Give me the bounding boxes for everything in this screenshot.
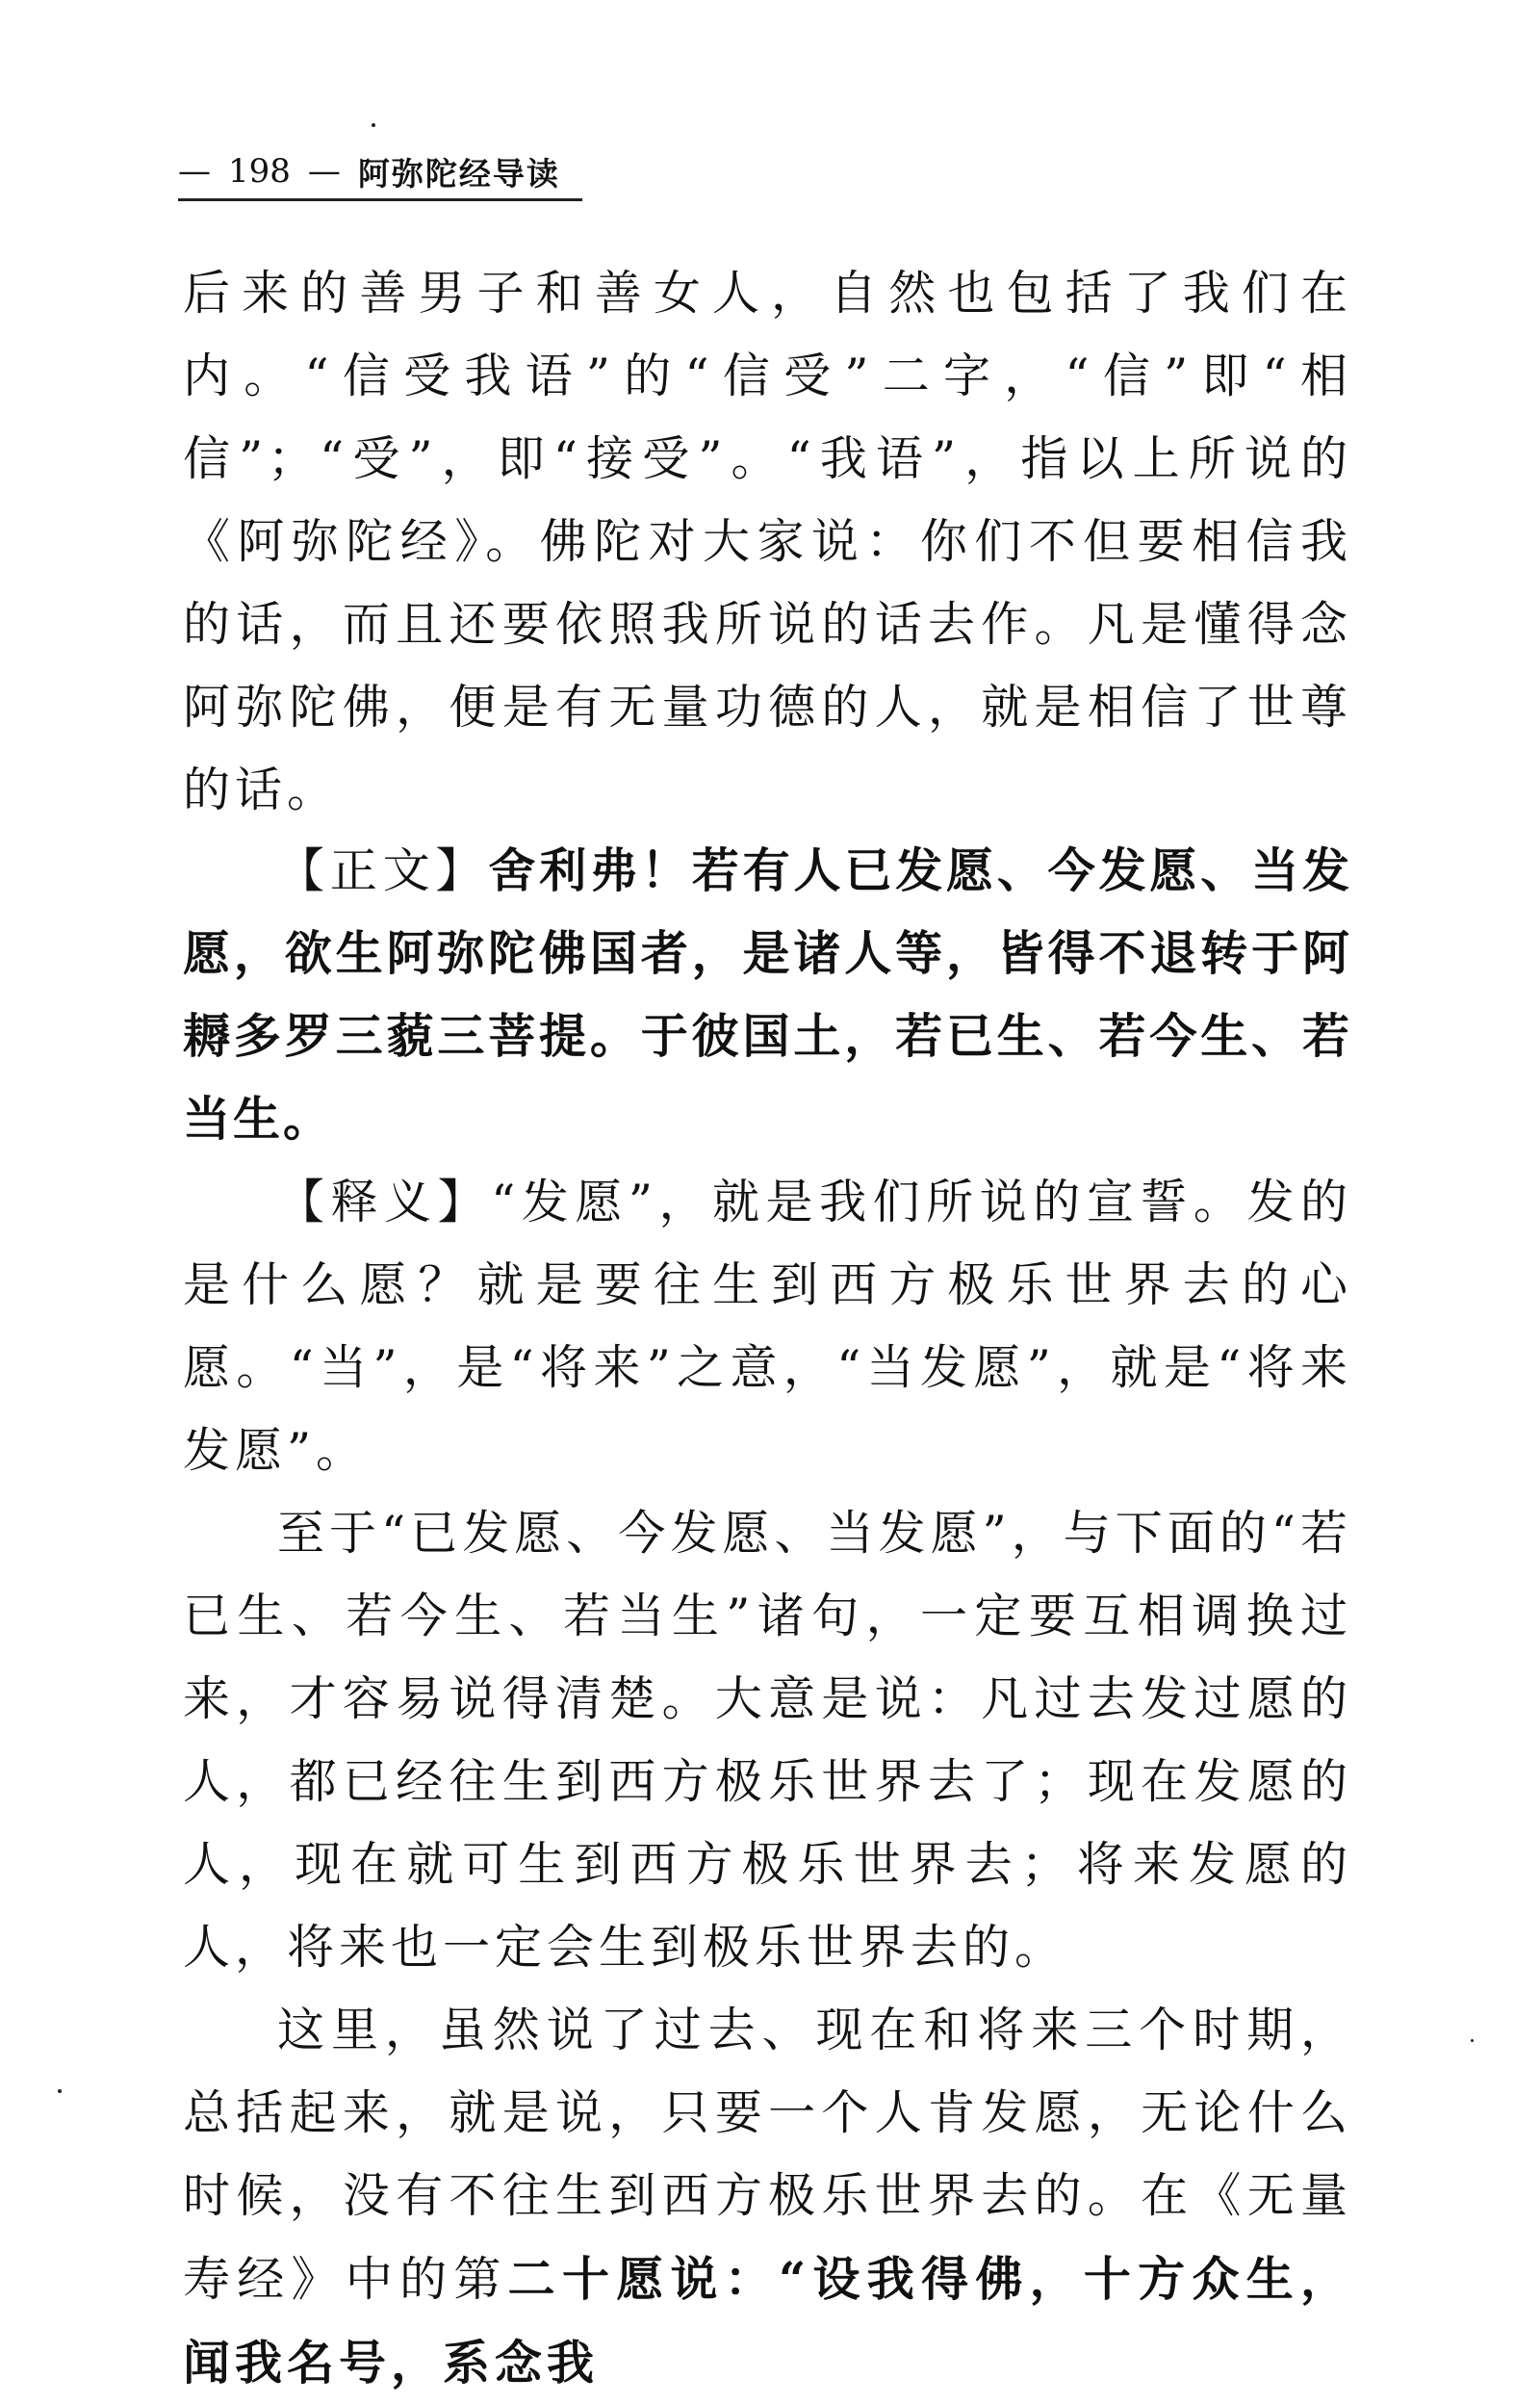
scripture-label: 【正文】 [277,843,489,898]
continuation-block [183,252,1352,832]
scripture-text: 舍利弗！若有人已发愿、今发愿、当发愿，欲生阿弥陀佛国者，是诸人等，皆得不退转于阿耨多罗三藐三菩提。于彼国土，若已生、若今生、若当生。 [183,843,1352,1147]
scripture-paragraph [183,830,1352,1161]
page-number: 198 [228,152,291,191]
body-paragraph [183,1989,1352,2405]
paragraph-text: 这里，虽然说了过去、现在和将来三个时期，总括起来，就是说，只要一个人肯发愿，无论什么时候，没有不往生到西方极乐世界去的。在《无量寿经》中的第 [183,2003,1352,2307]
main-body [183,830,1352,2405]
scan-speck [372,123,375,127]
body-paragraph: 至于“已发愿、今发愿、当发愿”，与下面的“若已生、若今生、若当生”诸句，一定要互相调换过来，才容易说得清楚。大意是说：凡过去发过愿的人，都已经往生到西方极乐世界去了；现在发愿的人，现在就可生到西方极乐世界去；将来发愿的人，将来也一定会生到极乐世界去的。 [183,1506,1352,1975]
explanation-label: 【释义】 [277,1175,492,1229]
explanation-paragraph [183,1161,1352,1492]
scan-speck [58,2089,62,2093]
book-title: 阿弥陀经导读 [357,154,560,193]
continuation-paragraph: 后来的善男子和善女人，自然也包括了我们在内。“信受我语”的“信受”二字，“信”即“相信”；“受”，即“接受”。“我语”，指以上所说的《阿弥陀经》。佛陀对大家说：你们不但要相信我的话，而且还要依照我所说的话去作。凡是懂得念阿弥陀佛，便是有无量功德的人，就是相信了世尊的话。 [183,266,1352,817]
scan-speck [1471,2039,1474,2042]
explanation-text: “发愿”，就是我们所说的宣誓。发的是什么愿？就是要往生到西方极乐世界去的心愿。“当”，是“将来”之意，“当发愿”，就是“将来发愿”。 [183,1175,1352,1478]
quote-bold-text: 二十愿说：“设我得佛，十方众生，闻我名号，系念我 [183,2251,1352,2391]
header-dash-left: — [178,152,211,191]
header-dash-right: — [307,152,341,191]
running-header [178,144,582,201]
